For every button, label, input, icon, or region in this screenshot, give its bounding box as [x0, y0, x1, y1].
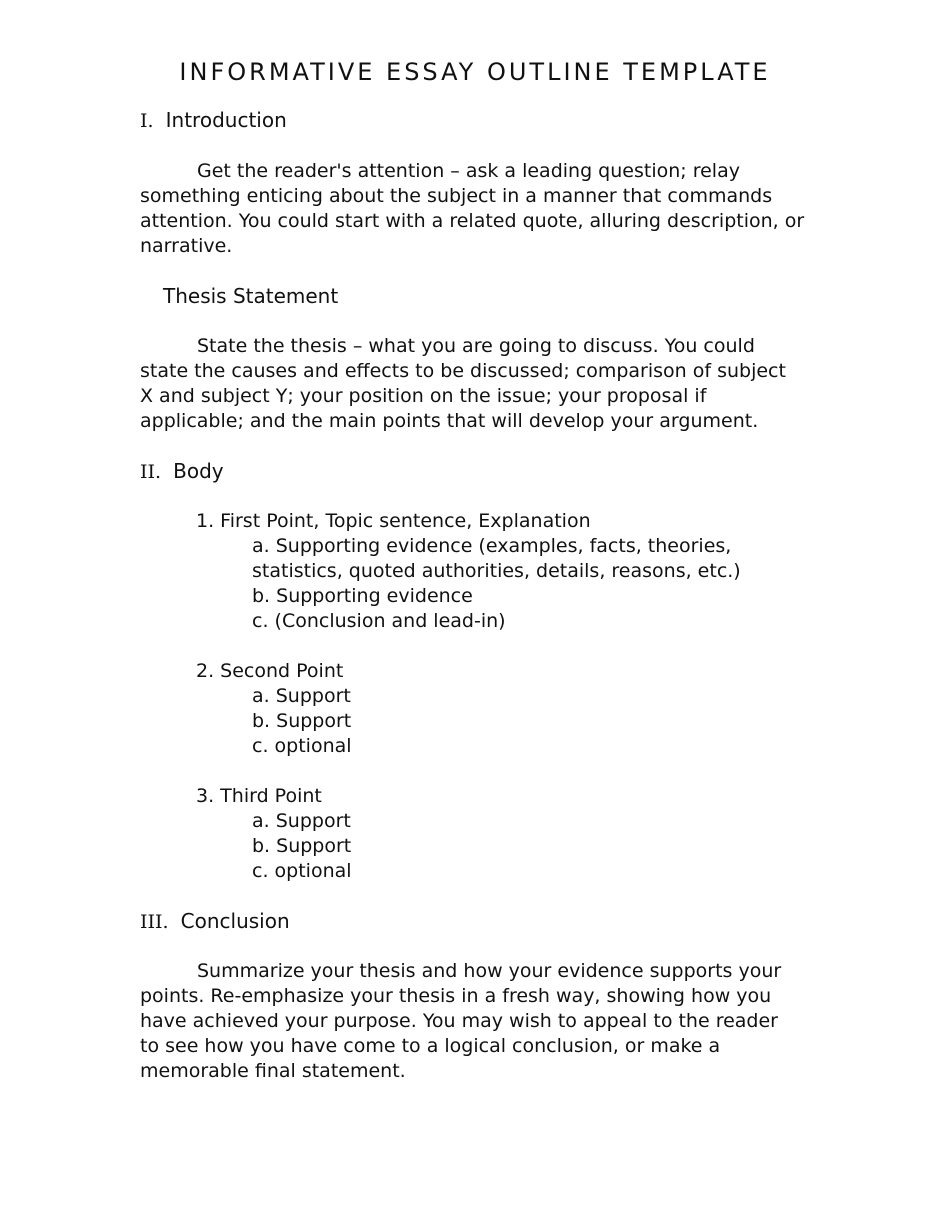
outline-subpoint: b. Supporting evidence	[252, 585, 473, 607]
page-title: INFORMATIVE ESSAY OUTLINE TEMPLATE	[179, 58, 771, 86]
section-numeral: III.	[140, 911, 169, 933]
section-heading-conclusion	[140, 909, 820, 935]
paragraph-line: memorable final statement.	[140, 1060, 406, 1082]
outline-point-1: 1. First Point, Topic sentence, Explanation	[196, 510, 591, 532]
outline-subpoint: a. Support	[252, 685, 351, 707]
paragraph-line: applicable; and the main points that will develop your argument.	[140, 410, 759, 432]
conclusion-paragraph	[140, 959, 820, 1084]
section-heading-introduction	[140, 108, 820, 134]
paragraph-line: have achieved your purpose. You may wish to appeal to the reader	[140, 1010, 778, 1032]
outline-subpoint: c. optional	[252, 735, 352, 757]
introduction-paragraph	[140, 159, 820, 259]
paragraph-line: Summarize your thesis and how your evidence supports your	[197, 960, 782, 982]
paragraph-line: something enticing about the subject in a manner that commands	[140, 185, 773, 207]
outline-subpoint-continuation: statistics, quoted authorities, details, reasons, etc.)	[252, 560, 741, 582]
outline-subpoint: b. Support	[252, 835, 352, 857]
paragraph-line: points. Re-emphasize your thesis in a fresh way, showing how you	[140, 985, 772, 1007]
section-title: Introduction	[165, 108, 287, 132]
outline-point-3: 3. Third Point	[196, 785, 322, 807]
thesis-heading: Thesis Statement	[163, 284, 339, 308]
section-numeral: II.	[140, 461, 162, 483]
section-heading-body	[140, 459, 820, 485]
paragraph-line: to see how you have come to a logical conclusion, or make a	[140, 1035, 721, 1057]
section-numeral: I.	[140, 110, 154, 132]
thesis-paragraph	[140, 334, 820, 434]
outline-point-2: 2. Second Point	[196, 660, 344, 682]
paragraph-line: attention. You could start with a related quote, alluring description, or	[140, 210, 805, 232]
section-title: Conclusion	[180, 909, 290, 933]
outline-subpoint: a. Supporting evidence (examples, facts, theories,	[252, 535, 732, 557]
paragraph-line: State the thesis – what you are going to discuss. You could	[197, 335, 755, 357]
paragraph-line: narrative.	[140, 235, 233, 257]
paragraph-line: X and subject Y; your position on the issue; your proposal if	[140, 385, 707, 407]
section-title: Body	[173, 459, 224, 483]
outline-subpoint: b. Support	[252, 710, 352, 732]
outline-subpoint: a. Support	[252, 810, 351, 832]
paragraph-line: state the causes and effects to be discussed; comparison of subject	[140, 360, 786, 382]
paragraph-line: Get the reader's attention – ask a leading question; relay	[197, 160, 740, 182]
outline-subpoint: c. (Conclusion and lead-in)	[252, 610, 506, 632]
outline-subpoint: c. optional	[252, 860, 352, 882]
